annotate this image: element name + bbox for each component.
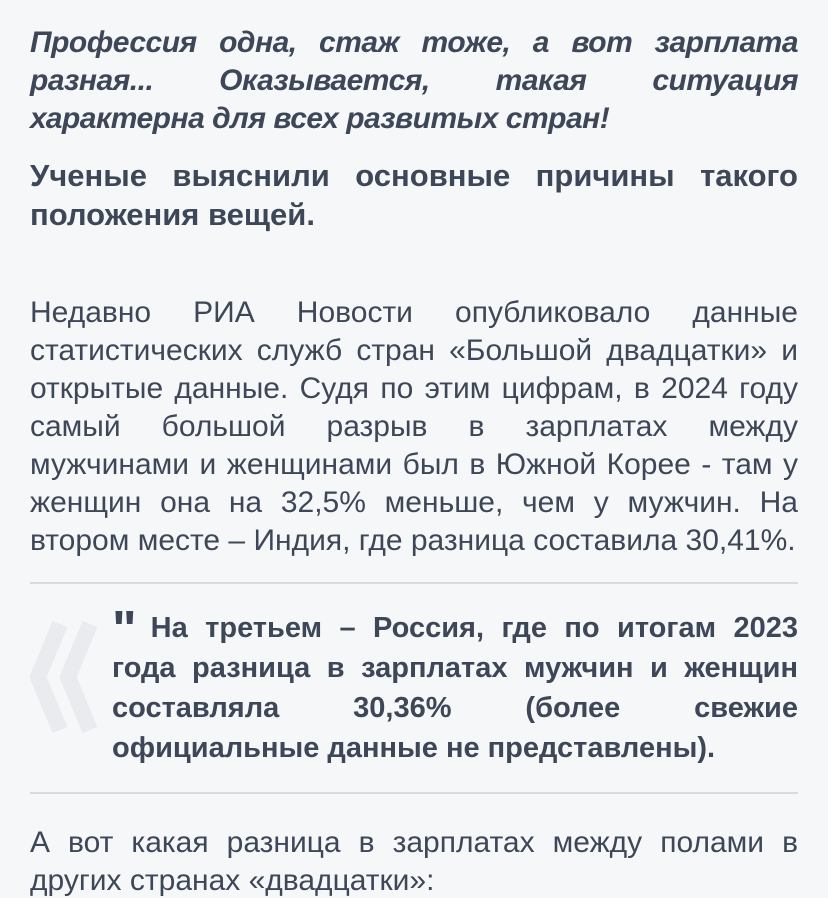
subtitle-paragraph: Ученые выяснили основные причины такого положения вещей. bbox=[30, 158, 798, 232]
quote-block bbox=[30, 582, 798, 794]
body-paragraph-2: А вот какая разница в зарплатах между полами в других странах «двадцатки»: bbox=[30, 826, 798, 897]
quote-watermark-icon bbox=[30, 620, 98, 739]
lead-paragraph: Профессия одна, стаж тоже, а вот зарплата разная... Оказывается, такая ситуация характерна для всех развитых стран! bbox=[30, 26, 798, 135]
body-paragraph-1: Недавно РИА Новости опубликовало данные статистических служб стран «Большой двадцатки» и открытые данные. Судя по этим цифрам, в 2024 году самый большой разрыв в зарплатах между мужчинами и женщинами был в Южной Корее - там у женщин она на 32,5% меньше, чем у мужчин. На втором месте – Индия, где разница составила 30,41%. bbox=[30, 296, 798, 557]
quote-text: На третьем – Россия, где по итогам 2023 года разница в зарплатах мужчин и женщин составляла 30,36% (более свежие официальные данные не представлены). bbox=[112, 612, 798, 764]
quote-body: " На третьем – Россия, где по итогам 2023 года разница в зарплатах мужчин и женщин составляла 30,36% (более свежие официальные данные не представлены). bbox=[112, 601, 798, 764]
